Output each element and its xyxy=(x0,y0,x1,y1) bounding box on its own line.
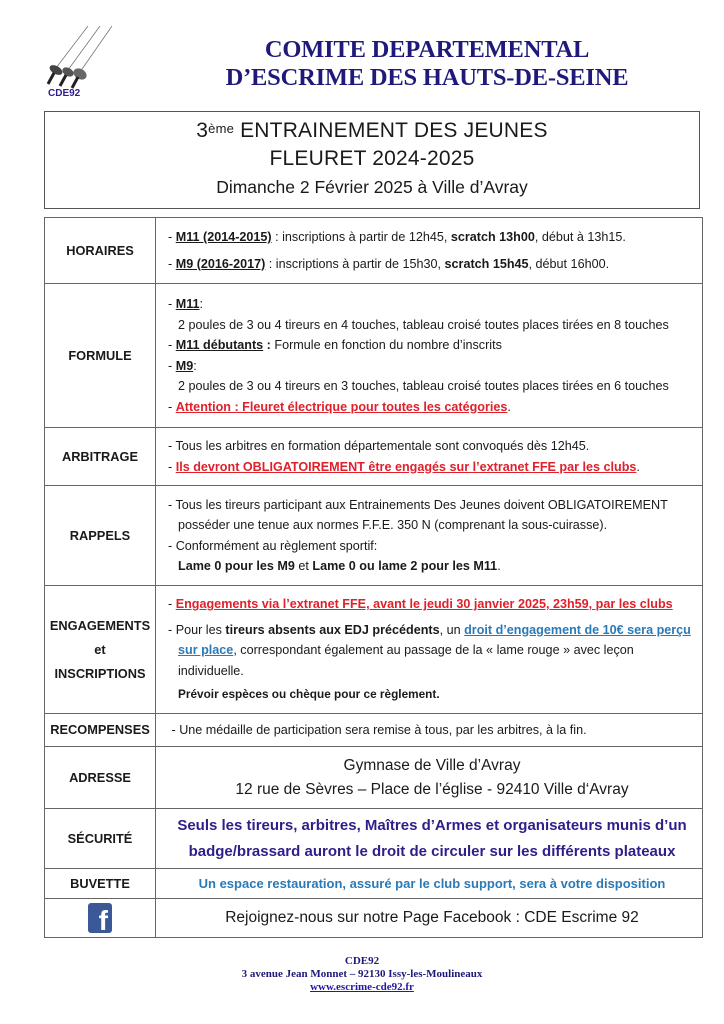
rappels-lame-m11: Lame 0 ou lame 2 pour les M11 xyxy=(312,559,498,573)
label-arbitrage: ARBITRAGE xyxy=(45,428,156,486)
label-recompenses: RECOMPENSES xyxy=(45,714,156,747)
event-date-location: Dimanche 2 Février 2025 à Ville d’Avray xyxy=(216,177,528,197)
facebook-icon[interactable]: f xyxy=(88,903,112,933)
engagements-sur-place: sur place xyxy=(178,643,234,658)
org-line-2: D’ESCRIME DES HAUTS-DE-SEINE xyxy=(225,64,629,91)
row-arbitrage xyxy=(45,428,703,486)
rappels-reglement: Conformément au règlement sportif: xyxy=(175,538,378,553)
content-adresse xyxy=(156,747,703,809)
engagements-absent-tireurs: tireurs absents aux EDJ précédents xyxy=(225,622,440,637)
content-arbitrage: - Tous les arbitres en formation départementale sont convoqués dès 12h45. - Ils devront OBLIGATOIREMENT être engagés sur l’extranet FFE par les clubs. xyxy=(156,428,703,486)
content-recompenses: - Une médaille de participation sera remise à tous, par les arbitres, à la fin. xyxy=(156,714,703,747)
adresse-gymnase: Gymnase de Ville d’Avray xyxy=(343,756,521,774)
formule-m9-label: M9 xyxy=(175,358,194,373)
m11-start: , début à 13h15. xyxy=(534,230,626,244)
engagements-payment: Prévoir espèces ou chèque pour ce règlement xyxy=(178,687,437,702)
event-weapon-season: FLEURET 2024-2025 xyxy=(269,147,475,170)
footer xyxy=(0,955,724,994)
m9-category: M9 (2016-2017) xyxy=(175,256,266,271)
row-facebook xyxy=(45,899,703,938)
m11-category: M11 (2014-2015) xyxy=(175,230,272,244)
label-horaires: HORAIRES xyxy=(45,218,156,284)
arbitrage-obligation: Ils devront OBLIGATOIREMENT être engagés sur l’extranet FFE par les clubs xyxy=(175,459,637,474)
formule-m11-text: 2 poules de 3 ou 4 tireurs en 4 touches, tableau croisé toutes places tirées en 8 touches xyxy=(178,317,669,332)
content-rappels: - Tous les tireurs participant aux Entrainements Des Jeunes doivent OBLIGATOIREMENT posséder une tenue aux normes F.F.E. 350 N (comprenant la sous-cuirasse). - Conformément au règlement sportif: Lame 0 pour les M9 et Lame 0 ou lame 2 pour les M11. xyxy=(156,486,703,586)
m9-scratch: scratch 15h45 xyxy=(444,256,529,271)
organization-name xyxy=(150,36,704,92)
label-engagements-line3: INSCRIPTIONS xyxy=(54,665,146,681)
engagements-text: Pour les xyxy=(175,622,226,637)
engagements-deadline: Engagements via l’extranet FFE, avant le jeudi 30 janvier 2025, 23h59, par les clubs xyxy=(175,597,673,612)
engagements-lame-rouge: , correspondant également au passage de la « lame rouge » avec leçon xyxy=(233,643,634,658)
m9-start: , début 16h00. xyxy=(528,256,610,271)
m11-scratch: scratch 13h00 xyxy=(450,230,535,244)
event-title-text: ENTRAINEMENT DES JEUNES xyxy=(234,119,548,142)
formule-m11-label: M11 xyxy=(175,297,200,311)
event-title-box xyxy=(44,111,700,209)
rappels-lame-m9: Lame 0 pour les M9 xyxy=(178,559,295,573)
footer-name: CDE92 xyxy=(344,955,380,967)
formule-m11-debutants-text: Formule en fonction du nombre d’inscrits xyxy=(270,338,502,352)
label-engagements xyxy=(45,586,156,714)
row-securite xyxy=(45,809,703,869)
content-buvette: Un espace restauration, assuré par le club support, sera à votre disposition xyxy=(156,869,703,899)
engagements-text-2: , un xyxy=(439,622,465,637)
label-rappels: RAPPELS xyxy=(45,486,156,586)
rappels-et: et xyxy=(294,559,313,573)
info-table xyxy=(44,217,703,938)
engagements-fee: droit d’engagement de 10€ sera perçu xyxy=(464,622,691,637)
row-buvette xyxy=(45,869,703,899)
footer-website-link[interactable]: www.escrime-cde92.fr xyxy=(310,981,414,993)
facebook-text: Rejoignez-nous sur notre Page Facebook : CDE Escrime 92 xyxy=(156,899,703,938)
label-buvette: BUVETTE xyxy=(45,869,156,899)
recompenses-text: Une médaille de participation sera remise à tous, par les arbitres, à la fin. xyxy=(179,722,587,737)
row-horaires xyxy=(45,218,703,284)
rappels-tenue: Tous les tireurs participant aux Entrainements Des Jeunes doivent OBLIGATOIREMENT xyxy=(175,497,668,512)
row-formule xyxy=(45,284,703,428)
securite-line-2: badge/brassard auront le droit de circuler sur les différents plateaux xyxy=(188,842,676,860)
event-title xyxy=(45,116,699,145)
formule-m9-text: 2 poules de 3 ou 4 tireurs en 3 touches, tableau croisé toutes places tirées en 6 touches xyxy=(178,379,669,393)
org-line-1: COMITE DEPARTEMENTAL xyxy=(264,36,590,63)
adresse-rue: 12 rue de Sèvres – Place de l’église - 92410 Ville d‘Avray xyxy=(235,780,629,798)
label-engagements-line2: et xyxy=(94,641,106,657)
content-engagements: - Engagements via l’extranet FFE, avant le jeudi 30 janvier 2025, 23h59, par les clubs - Pour les tireurs absents aux EDJ précédents, un droit d’engagement de 10€ sera perçu sur place, correspondant également au passage de la « lame rouge » avec leçon individuelle. Prévoir espèces ou chèque pour ce règlement. xyxy=(156,586,703,714)
engagements-individuelle: individuelle. xyxy=(178,663,244,678)
content-formule: - M11: 2 poules de 3 ou 4 tireurs en 4 touches, tableau croisé toutes places tirées en 8 touches - M11 débutants : Formule en fonction du nombre d’inscrits - M9: 2 poules de 3 ou 4 tireurs en 3 touches, tableau croisé toutes places tirées en 6 touches - Attention : Fleuret électrique pour toutes les catégories. xyxy=(156,284,703,428)
m9-schedule-text: : inscriptions à partir de 15h30, xyxy=(265,256,445,271)
ordinal-suffix: ème xyxy=(208,121,235,136)
label-formule: FORMULE xyxy=(45,284,156,428)
content-securite xyxy=(156,809,703,869)
row-rappels xyxy=(45,486,703,586)
label-securite: SÉCURITÉ xyxy=(45,809,156,869)
ordinal: 3 xyxy=(196,119,209,142)
m11-schedule-text: : inscriptions à partir de 12h45, xyxy=(271,230,451,244)
footer-address: 3 avenue Jean Monnet – 92130 Issy-les-Moulineaux xyxy=(241,968,483,980)
row-engagements xyxy=(45,586,703,714)
rappels-tenue-norme: posséder une tenue aux normes F.F.E. 350 N (comprenant la sous-cuirasse). xyxy=(178,518,608,532)
arbitrage-convocation: Tous les arbitres en formation départementale sont convoqués dès 12h45. xyxy=(175,439,590,453)
row-adresse xyxy=(45,747,703,809)
securite-line-1: Seuls les tireurs, arbitres, Maîtres d’Armes et organisateurs munis d’un xyxy=(177,816,687,834)
content-horaires: - M11 (2014-2015) : inscriptions à partir de 12h45, scratch 13h00, début à 13h15. - M9 (2016-2017) : inscriptions à partir de 15h30, scratch 15h45, début 16h00. xyxy=(156,218,703,284)
label-adresse: ADRESSE xyxy=(45,747,156,809)
facebook-icon-cell xyxy=(45,899,156,938)
formule-m11-debutants-label: M11 débutants xyxy=(175,338,264,352)
cde92-logo xyxy=(38,18,118,98)
logo-text: CDE92 xyxy=(48,88,81,98)
label-engagements-line1: ENGAGEMENTS xyxy=(49,617,151,633)
formule-attention: Attention : Fleuret électrique pour toutes les catégories xyxy=(175,399,508,414)
row-recompenses xyxy=(45,714,703,747)
